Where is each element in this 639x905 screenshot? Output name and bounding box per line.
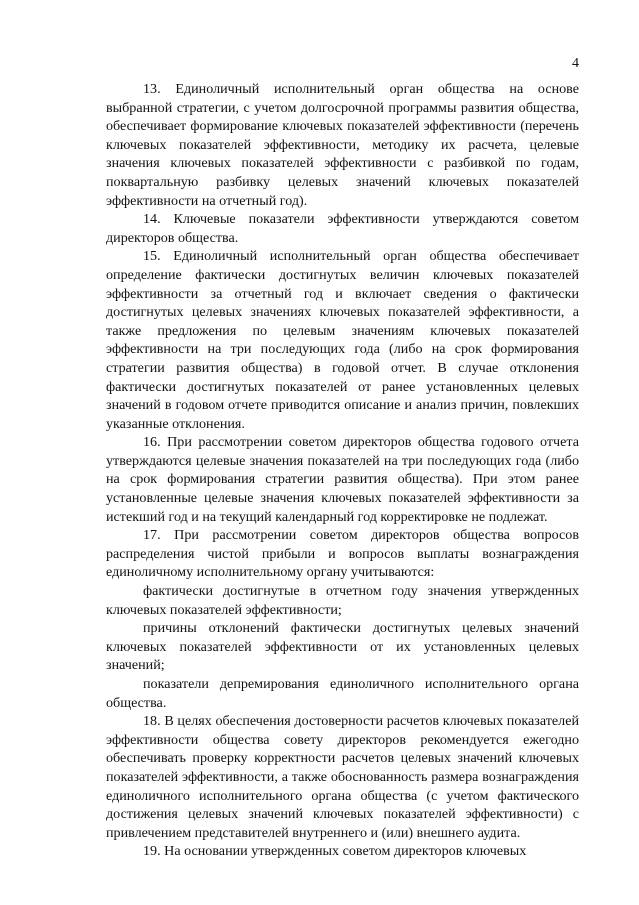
paragraph-19: 19. На основании утвержденных советом директоров ключевых xyxy=(143,843,527,860)
paragraph-15: 15. Единоличный исполнительный орган общества обеспечивает определение фактически достигнутых величин ключевых показателей эффективности за отчетный год и включает сведения о фактически достигнутых целевых значениях ключевых показателей эффективности, а также предложения по целевым значениям ключевых показателей эффективности на три последующих года (либо на срок формирования стратегии развития общества) в годовой отчет. В случае отклонения фактически достигнутых показателей от ранее установленных целевых значений в годовом отчете приводится описание и анализ причин, повлекших указанные отклонения. xyxy=(106,248,579,432)
paragraph-17-item-1: фактически достигнутые в отчетном году значения утвержденных ключевых показателей эффективности; xyxy=(106,583,579,618)
paragraph-17-item-3: показатели депремирования единоличного исполнительного органа общества. xyxy=(106,676,579,711)
page-number: 4 xyxy=(572,56,579,71)
paragraph-16: 16. При рассмотрении советом директоров общества годового отчета утверждаются целевые значения показателей на три последующих года (либо на срок формирования стратегии развития общества). При этом ранее установленные целевые значения ключевых показателей эффективности за истекший год и на текущий календарный год корректировке не подлежат. xyxy=(106,434,579,525)
paragraph-14: 14. Ключевые показатели эффективности утверждаются советом директоров общества. xyxy=(106,211,579,246)
paragraph-18: 18. В целях обеспечения достоверности расчетов ключевых показателей эффективности общества совету директоров рекомендуется ежегодно обеспечивать проверку корректности расчетов целевых значений ключевых показателей эффективности, а также обоснованность размера вознаграждения единоличного исполнительного органа общества (с учетом фактического достижения целевых значений ключевых показателей эффективности) с привлечением представителей внутреннего и (или) внешнего аудита. xyxy=(106,713,579,841)
paragraph-13: 13. Единоличный исполнительный орган общества на основе выбранной стратегии, с учетом долгосрочной программы развития общества, обеспечивает формирование ключевых показателей эффективности (перечень ключевых показателей эффективности, методику их расчета, целевые значения ключевых показателей эффективности с разбивкой по годам, поквартальную разбивку целевых значений ключевых показателей эффективности на отчетный год). xyxy=(106,81,579,209)
paragraph-17-item-2: причины отклонений фактически достигнутых целевых значений ключевых показателей эффективности от их установленных целевых значений; xyxy=(106,620,579,674)
paragraph-17: 17. При рассмотрении советом директоров общества вопросов распределения чистой прибыли и вопросов выплаты вознаграждения единоличному исполнительному органу учитываются: xyxy=(106,527,579,581)
document-body xyxy=(106,80,579,861)
